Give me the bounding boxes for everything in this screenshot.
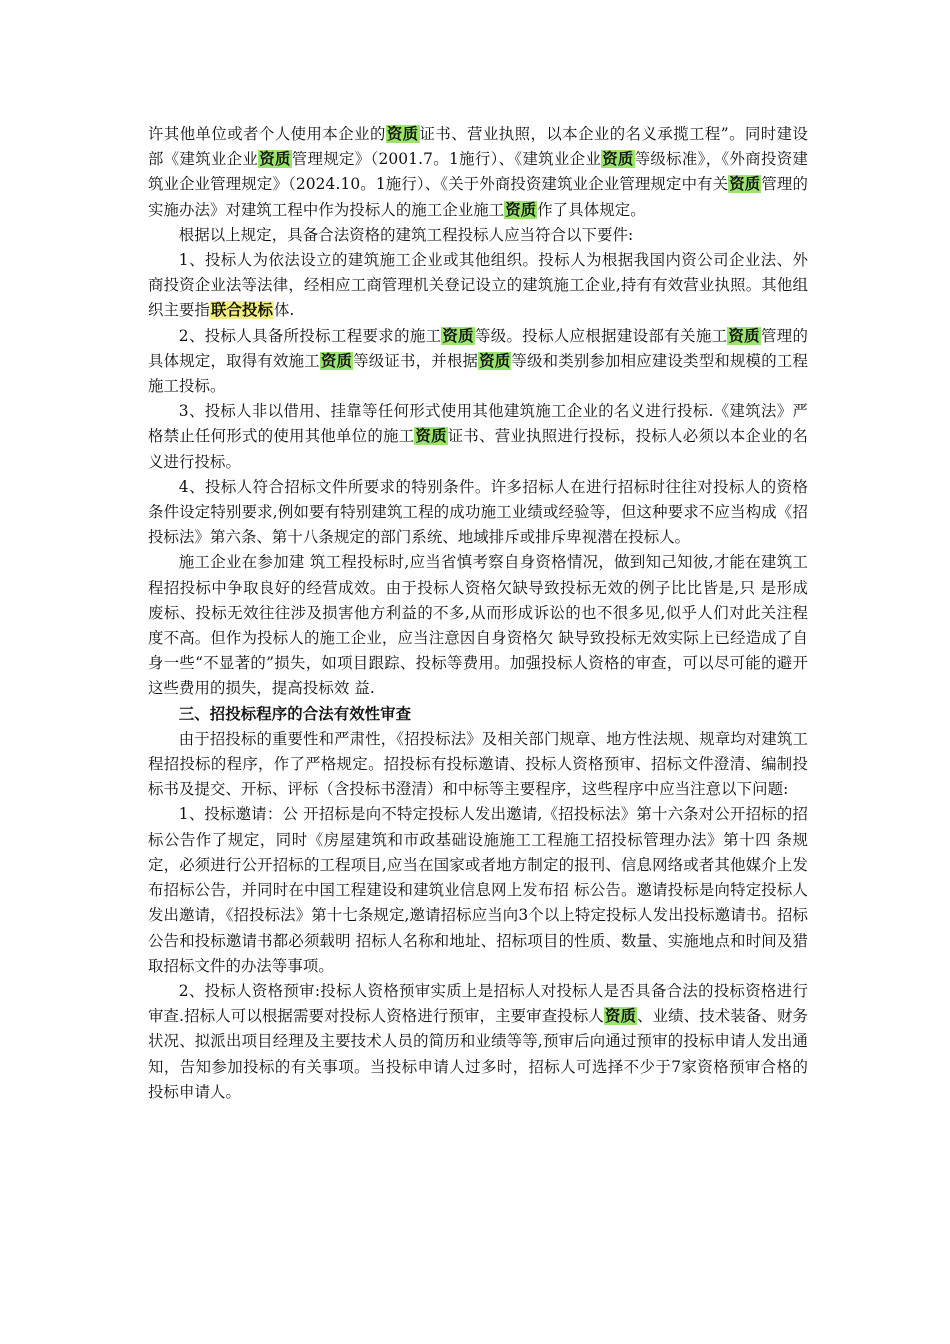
text-run: 等级证书，并根据 <box>353 351 479 370</box>
section-heading <box>148 702 808 727</box>
text-run: 由于招投标的重要性和严肃性，《招投标法》及相关部门规章、地方性法规、规章均对建筑工程招投标的程序，作了严格规定。招投标有投标邀请、投标人资格预审、招标文件澄清、编制投标书及提交、开标、评标（含投标书澄清）和中标等主要程序，这些程序中应当注意以下问题: <box>148 729 808 799</box>
paragraph <box>148 399 808 475</box>
text-run: 证书、营业执照进行投标，投标人必须以本企业的名义进行投标。 <box>148 427 808 471</box>
paragraph <box>148 248 808 324</box>
highlighted-keyword: 资质 <box>479 351 511 370</box>
text-run: 3、投标人非以借用、挂靠等任何形式使用其他建筑施工企业的名义进行投标.《建筑法》严格禁止任何形式的使用其他单位的施工 <box>148 402 808 446</box>
text-run: 管理规定》（2001.7。1施行）、《建筑业企业 <box>291 150 602 169</box>
highlighted-keyword: 资质 <box>320 351 353 370</box>
paragraph <box>148 324 808 400</box>
highlighted-keyword: 资质 <box>604 1007 637 1026</box>
paragraph <box>148 727 808 803</box>
document-body <box>148 122 808 1105</box>
highlighted-keyword: 资质 <box>386 125 419 143</box>
text-run: 管理的实施办法》对建筑工程中作为投标人的施工企业施工 <box>148 175 808 219</box>
text-run: 等级和类别参加相应建设类型和规模的工程施工投标。 <box>148 351 809 396</box>
text-run: 三、招投标程序的合法有效性审查 <box>178 704 412 723</box>
highlighted-keyword: 资质 <box>728 326 760 345</box>
highlighted-keyword: 资质 <box>259 150 291 169</box>
paragraph <box>148 550 808 701</box>
paragraph <box>148 223 808 248</box>
text-run: 许其他单位或者个人使用本企业的 <box>148 125 386 143</box>
text-run: 等级。投标人应根据建设部有关施工 <box>474 326 728 345</box>
text-run: 作了具体规定。 <box>537 200 646 219</box>
text-run: 证书、营业执照，以本企业的名义承揽工程”。同时建设部《建筑业企业 <box>148 125 808 169</box>
highlighted-keyword: 资质 <box>415 427 447 446</box>
text-run: 4、投标人符合招标文件所要求的特别条件。许多招标人在进行招标时往往对投标人的资格条件设定特别要求,例如要有特别建筑工程的成功施工业绩或经验等，但这种要求不应当构成《招投标法》第六条、第十八条规定的部门系统、地域排斥或排斥卑视潜在投标人。 <box>148 477 808 547</box>
text-run: 1、投标人为依法设立的建筑施工企业或其他组织。投标人为根据我国内资公司企业法、外商投资企业法等法律，经相应工商管理机关登记设立的建筑施工企业,持有有效营业执照。其他组织主要指 <box>148 251 808 320</box>
highlighted-keyword: 资质 <box>505 200 537 219</box>
highlighted-keyword: 资质 <box>729 175 761 194</box>
text-run: 、业绩、技术装备、财务状况、拟派出项目经理及主要技术人员的简历和业绩等等,预审后向通过预审的投标申请人发出通知，告知参加投标的有关事项。当投标申请人过多时，招标人可选择不少于7家资格预审合格的投标申请人。 <box>148 1007 808 1101</box>
highlighted-keyword: 联合投标 <box>210 301 273 320</box>
text-run: 等级标准》，《外商投资建筑业企业管理规定》（2024.10。1施行）、《关于外商投资建筑业企业管理规定中有关 <box>148 150 808 194</box>
text-run: 2、投标人具备所投标工程要求的施工 <box>178 326 442 345</box>
paragraph <box>148 122 808 223</box>
text-run: 体. <box>273 301 295 320</box>
text-run: 管理的具体规定，取得有效施工 <box>148 326 808 370</box>
text-run: 2、投标人资格预审:投标人资格预审实质上是招标人对投标人是否具备合法的投标资格进行审查.招标人可以根据需要对投标人资格进行预审，主要审查投标人 <box>148 981 808 1026</box>
paragraph <box>148 475 808 551</box>
highlighted-keyword: 资质 <box>442 326 474 345</box>
text-run: 施工企业在参加建 筑工程投标时,应当省慎考察自身资格情况，做到知己知彼,才能在建筑工程招投标中争取良好的经营成效。由于投标人资格欠缺导致投标无效的例子比比皆是,只 是形成废标、投标无效往往涉及损害他方利益的不多,从而形成诉讼的也不很多见,似乎人们对此关注程度不高。但作为投标人的施工企业，应当注意因自身资格欠 缺导致投标无效实际上已经造成了自身一些“不显著的”损失，如项目跟踪、投标等费用。加强投标人资格的审查，可以尽可能的避开这些费用的损失，提高投标效 益. <box>148 553 808 698</box>
paragraph <box>148 979 808 1105</box>
text-run: 1、投标邀请：公 开招标是向不特定投标人发出邀请,《招投标法》第十六条对公开招标的招标公告作了规定，同时《房屋建筑和市政基础设施施工工程施工招投标管理办法》第十四 条规定，必须进行公开招标的工程项目,应当在国家或者地方制定的报刊、信息网络或者其他媒介上发布招标公告，并同时在中国工程建设和建筑业信息网上发布招 标公告。邀请投标是向特定投标人发出邀请，《招投标法》第十七条规定,邀请招标应当向3个以上特定投标人发出投标邀请书。招标公告和投标邀请书都必须载明 招标人名称和地址、招标项目的性质、数量、实施地点和时间及猎取招标文件的办法等事项。 <box>148 805 808 975</box>
paragraph <box>148 802 808 978</box>
text-run: 根据以上规定，具备合法资格的建筑工程投标人应当符合以下要件: <box>178 225 634 244</box>
highlighted-keyword: 资质 <box>602 150 634 169</box>
